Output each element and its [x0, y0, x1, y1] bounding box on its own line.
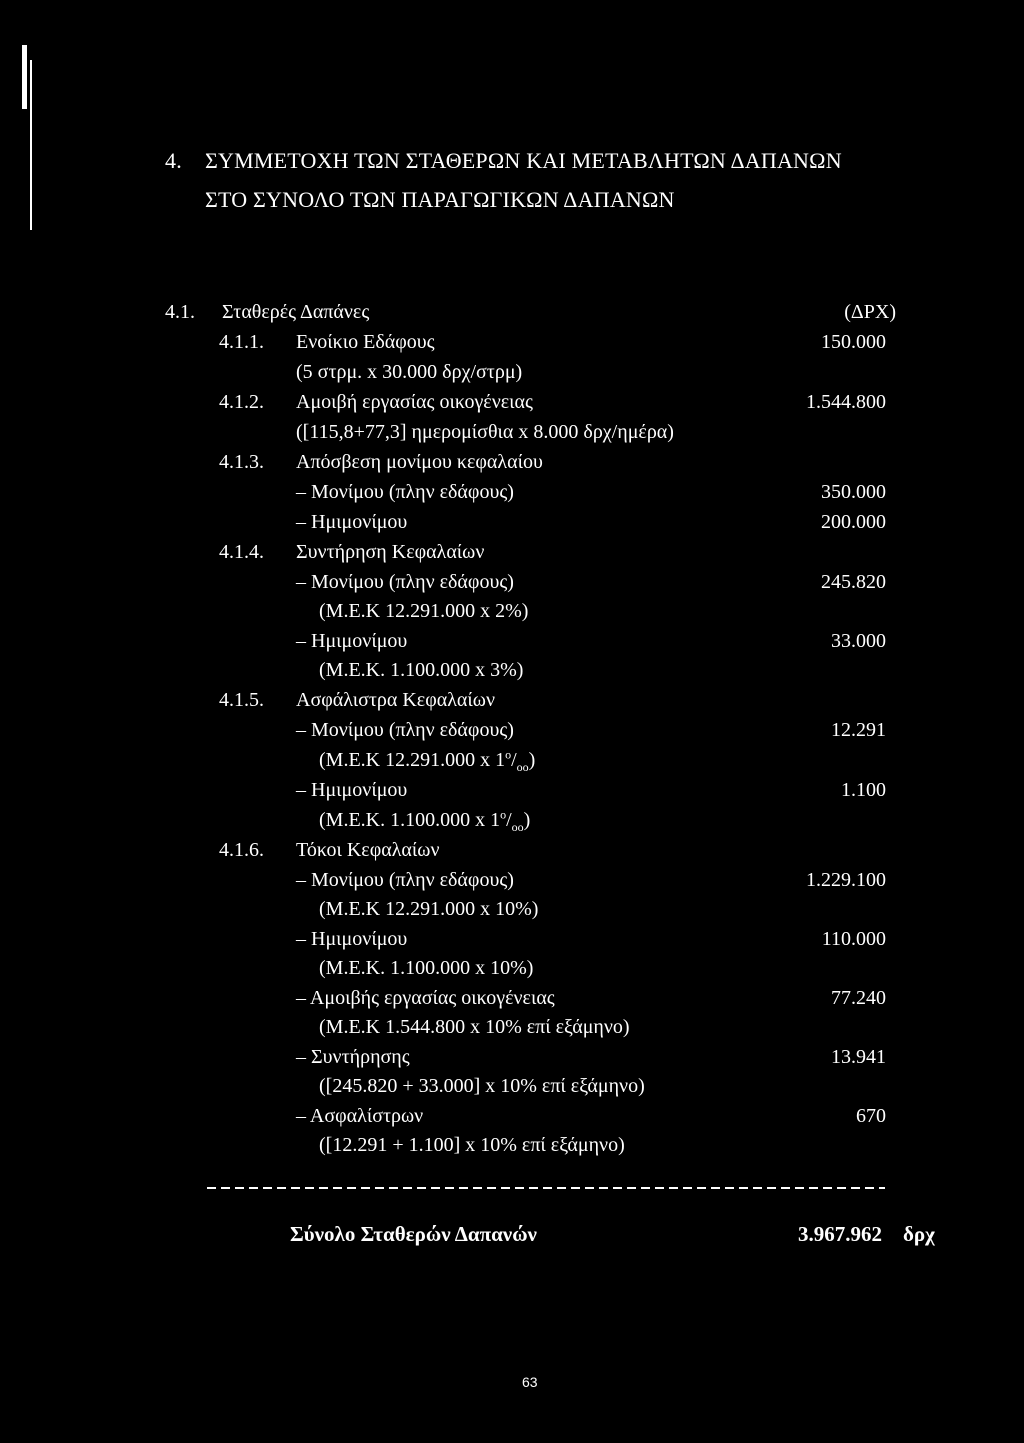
subitem-label: – Μονίμου (πλην εδάφους) — [296, 571, 514, 593]
scan-edge-line — [30, 60, 32, 230]
item-title: Ασφάλιστρα Κεφαλαίων — [296, 689, 495, 711]
item-note: (5 στρμ. x 30.000 δρχ/στρμ) — [296, 361, 523, 383]
subitem-note: (Μ.Ε.Κ 1.544.800 x 10% επί εξάμηνο) — [319, 1016, 630, 1038]
subitem-value: 33.000 — [831, 630, 886, 652]
subitem-note: ([245.820 + 33.000] x 10% επί εξάμηνο) — [319, 1075, 645, 1097]
subitem-value: 350.000 — [821, 481, 886, 503]
item-title: Απόσβεση μονίμου κεφαλαίου — [296, 451, 543, 473]
subitem-value: 200.000 — [821, 511, 886, 533]
subitem-note — [319, 747, 536, 774]
subitem-note: (Μ.Ε.Κ. 1.100.000 x 3%) — [319, 659, 524, 681]
total-value: 3.967.962 — [798, 1222, 882, 1246]
subitem-value: 1.100 — [841, 779, 886, 801]
subitem-label: – Ημιμονίμου — [296, 511, 408, 533]
subitem-label: – Μονίμου (πλην εδάφους) — [296, 719, 514, 741]
item-title: Συντήρηση Κεφαλαίων — [296, 541, 485, 563]
per-mille-sup: ο — [500, 807, 507, 822]
item-code: 4.1.1. — [219, 331, 264, 353]
scan-edge-mark — [22, 45, 27, 109]
item-value: 150.000 — [821, 331, 886, 353]
item-code: 4.1.6. — [219, 839, 264, 861]
note-text: (Μ.Ε.Κ 12.291.000 x 1 — [319, 749, 506, 771]
item-code: 4.1.4. — [219, 541, 264, 563]
item-note: ([115,8+77,3] ημερομίσθια x 8.000 δρχ/ημέρα) — [296, 421, 674, 443]
note-close: ) — [528, 749, 536, 771]
subitem-label: – Μονίμου (πλην εδάφους) — [296, 481, 514, 503]
note-text: (Μ.Ε.Κ. 1.100.000 x 1 — [319, 809, 501, 831]
subitem-label: – Μονίμου (πλην εδάφους) — [296, 869, 514, 891]
subitem-label: – Αμοιβής εργασίας οικογένειας — [296, 987, 555, 1009]
per-mille-slash: / — [506, 809, 512, 831]
subitem-label: – Ημιμονίμου — [296, 928, 408, 950]
page-number: 63 — [522, 1374, 538, 1390]
total-unit: δρχ — [903, 1222, 935, 1246]
note-close: ) — [523, 809, 531, 831]
section-code: 4.1. — [165, 301, 195, 323]
subitem-note: (Μ.Ε.Κ. 1.100.000 x 10%) — [319, 957, 534, 979]
total-label: Σύνολο Σταθερών Δαπανών — [290, 1222, 537, 1246]
subitem-note: ([12.291 + 1.100] x 10% επί εξάμηνο) — [319, 1134, 625, 1156]
item-code: 4.1.2. — [219, 391, 264, 413]
subitem-label: – Ημιμονίμου — [296, 779, 408, 801]
dashed-divider — [207, 1187, 885, 1189]
item-code: 4.1.3. — [219, 451, 264, 473]
per-mille-sup: ο — [505, 747, 512, 762]
heading-line1: ΣΥΜΜΕΤΟΧΗ ΤΩΝ ΣΤΑΘΕΡΩΝ ΚΑΙ ΜΕΤΑΒΛΗΤΩΝ ΔΑΠΑΝΩΝ — [205, 148, 842, 173]
subitem-value: 245.820 — [821, 571, 886, 593]
subitem-value: 77.240 — [831, 987, 886, 1009]
per-mille-sub: οο — [516, 760, 529, 774]
unit-label: (ΔΡΧ) — [844, 301, 896, 323]
per-mille-sub: οο — [511, 820, 524, 834]
item-title: Αμοιβή εργασίας οικογένειας — [296, 391, 533, 413]
section-title: Σταθερές Δαπάνες — [222, 301, 370, 323]
subitem-value: 1.229.100 — [806, 869, 886, 891]
per-mille-slash: / — [511, 749, 517, 771]
subitem-value: 110.000 — [821, 928, 886, 950]
item-value: 1.544.800 — [806, 391, 886, 413]
item-title: Τόκοι Κεφαλαίων — [296, 839, 440, 861]
subitem-label: – Ημιμονίμου — [296, 630, 408, 652]
subitem-value: 13.941 — [831, 1046, 886, 1068]
subitem-value: 12.291 — [831, 719, 886, 741]
subitem-value: 670 — [856, 1105, 886, 1127]
subitem-note — [319, 807, 531, 834]
item-code: 4.1.5. — [219, 689, 264, 711]
subitem-note: (Μ.Ε.Κ 12.291.000 x 10%) — [319, 898, 539, 920]
item-title: Ενοίκιο Εδάφους — [296, 331, 435, 353]
subitem-label: – Συντήρησης — [296, 1046, 410, 1068]
heading-line2: ΣΤΟ ΣΥΝΟΛΟ ΤΩΝ ΠΑΡΑΓΩΓΙΚΩΝ ΔΑΠΑΝΩΝ — [205, 187, 675, 212]
subitem-note: (Μ.Ε.Κ 12.291.000 x 2%) — [319, 600, 529, 622]
subitem-label: – Ασφαλίστρων — [296, 1105, 424, 1127]
heading-number: 4. — [165, 148, 182, 173]
